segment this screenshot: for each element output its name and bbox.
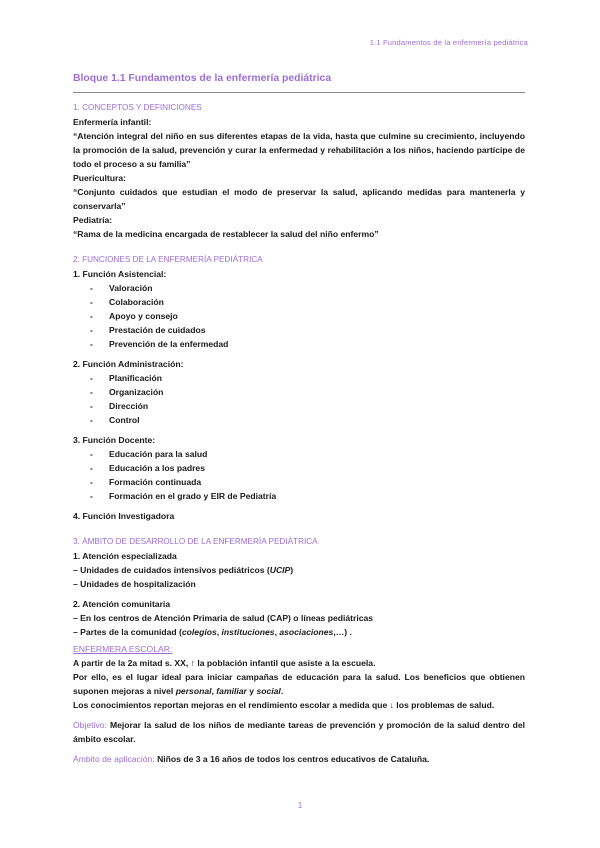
definition-pediatria: “Rama de la medicina encargada de restablecer la salud del niño enfermo”	[73, 229, 379, 239]
function-asistencial-title: 1. Función Asistencial:	[73, 269, 167, 279]
section-heading-ambito: 3. ÁMBITO DE DESARROLLO DE LA ENFERMERÍA PEDIÁTRICA	[73, 537, 318, 546]
list-item: - Valoración	[73, 281, 525, 295]
list-item: - Educación a los padres	[73, 461, 525, 475]
list-item: - Prestación de cuidados	[73, 323, 525, 337]
term-puericultura: Puericultura:	[73, 173, 127, 183]
list-item: - Prevención de la enfermedad	[73, 337, 525, 351]
function-docente-list	[73, 447, 525, 503]
ambito-label: Ámbito de aplicación:	[73, 754, 155, 764]
function-docente-title: 3. Función Docente:	[73, 435, 156, 445]
list-item: - Planificación	[73, 371, 525, 385]
definition-puericultura: “Conjunto cuidados que estudian el modo de preservar la salud, aplicando medidas para mantenerla y conservarla”	[73, 187, 525, 211]
list-item: - Formación en el grado y EIR de Pediatría	[73, 489, 525, 503]
escolar-paragraph-1: A partir de la 2a mitad s. XX, ↑ la población infantil que asiste a la escuela.	[73, 658, 376, 668]
atencion-especializada-title: 1. Atención especializada	[73, 551, 177, 561]
atencion-comunitaria-line-cap: – En los centros de Atención Primaria de salud (CAP) o líneas pediátricas	[73, 613, 374, 623]
section-heading-concepts: 1. CONCEPTOS Y DEFINICIONES	[73, 103, 202, 112]
list-item: - Colaboración	[73, 295, 525, 309]
list-item: - Control	[73, 413, 525, 427]
list-item: - Organización	[73, 385, 525, 399]
term-enfermeria-infantil: Enfermería infantil:	[73, 117, 152, 127]
escolar-ambito: Ámbito de aplicación: Niños de 3 a 16 años de todos los centros educativos de Cataluña.	[73, 754, 430, 764]
list-item: - Formación continuada	[73, 475, 525, 489]
page-title: Bloque 1.1 Fundamentos de la enfermería pediátrica	[73, 73, 332, 84]
page-number: 1	[297, 801, 303, 810]
list-item: - Educación para la salud	[73, 447, 525, 461]
list-item: - Apoyo y consejo	[73, 309, 525, 323]
running-header: 1.1 Fundamentos de la enfermería pediátrica	[369, 38, 528, 47]
objetivo-label: Objetivo:	[73, 720, 107, 730]
atencion-especializada-line-ucip: – Unidades de cuidados intensivos pediátricos (UCIP)	[73, 565, 294, 575]
atencion-especializada-line-hospitalizacion: – Unidades de hospitalización	[73, 579, 196, 589]
function-administracion-list	[73, 371, 525, 427]
document-page	[73, 72, 525, 766]
definition-enfermeria-infantil: “Atención integral del niño en sus diferentes etapas de la vida, hasta que culmine su crecimiento, incluyendo la promoción de la salud, prevención y curar la enfermedad y rehabilitación a los niños, haciendo partícipe de todo el proceso a su familia”	[73, 131, 525, 169]
escolar-objetivo: Objetivo: Mejorar la salud de los niños de mediante tareas de prevención y promoción de la salud dentro del ámbito escolar.	[73, 720, 525, 744]
title-divider	[73, 92, 525, 93]
function-asistencial-list	[73, 281, 525, 351]
section-heading-funciones: 2. FUNCIONES DE LA ENFERMERÍA PEDIÁTRICA	[73, 255, 263, 264]
list-item: - Dirección	[73, 399, 525, 413]
function-administracion-title: 2. Función Administración:	[73, 359, 184, 369]
term-pediatria: Pediatría:	[73, 215, 113, 225]
atencion-comunitaria-line-comunidad: – Partes de la comunidad (colegios, instituciones, asociaciones,…) .	[73, 627, 352, 637]
atencion-comunitaria-title: 2. Atención comunitaria	[73, 599, 171, 609]
enfermera-escolar-heading: ENFERMERA ESCOLAR:	[73, 644, 173, 654]
function-investigadora-title: 4. Función Investigadora	[73, 511, 175, 521]
escolar-paragraph-3: Los conocimientos reportan mejoras en el rendimiento escolar a medida que ↓ los problemas de salud.	[73, 700, 495, 710]
escolar-paragraph-2: Por ello, es el lugar ideal para iniciar campañas de educación para la salud. Los beneficios que obtienen suponen mejoras a nivel personal, familiar y social.	[73, 672, 525, 696]
